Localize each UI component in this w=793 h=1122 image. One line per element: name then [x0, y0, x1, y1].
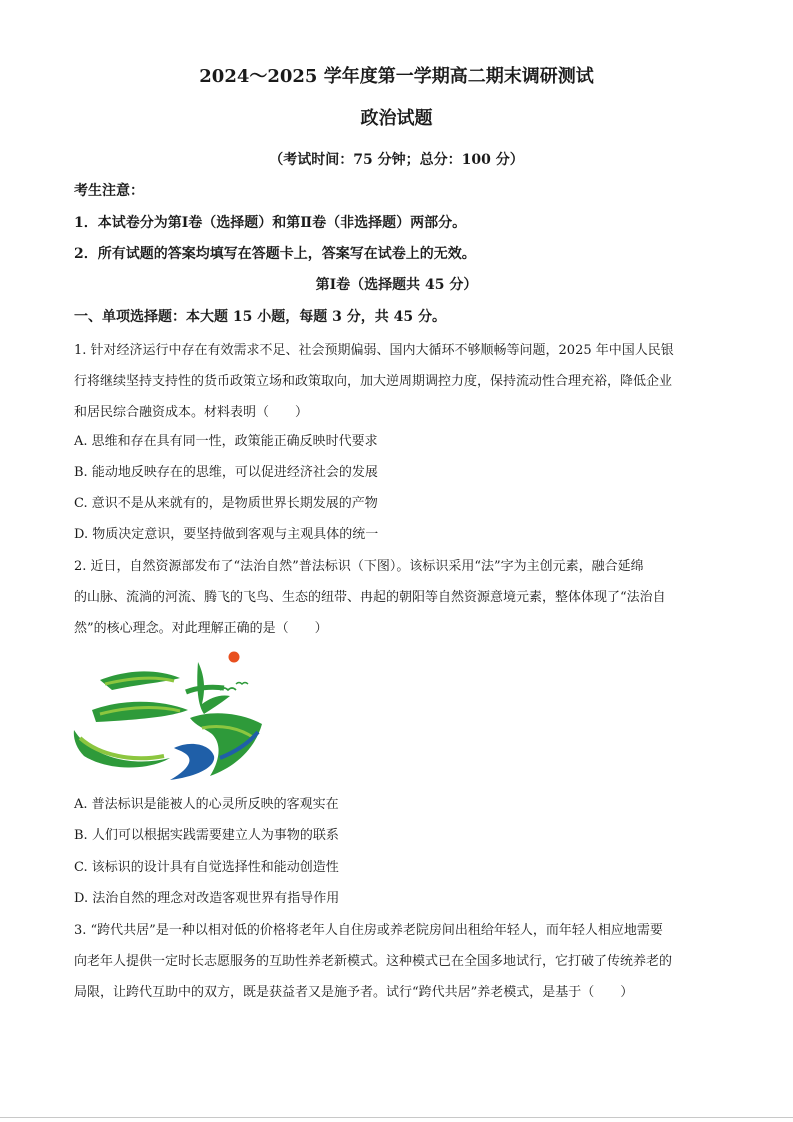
notice-item: 2．所有试题的答案均填写在答题卡上，答案写在试卷上的无效。 [74, 246, 476, 262]
answer-option: D. 物质决定意识，要坚持做到客观与主观具体的统一 [74, 527, 379, 542]
answer-option: B. 能动地反映存在的思维，可以促进经济社会的发展 [74, 465, 378, 480]
sun-icon [229, 652, 240, 663]
notice-heading: 考生注意： [74, 183, 144, 199]
question-text-line: 3. “跨代共居”是一种以相对低的价格将老年人自住房或养老院房间出租给年轻人，而年轻人相应地需要 [74, 923, 663, 938]
page-bottom-divider [0, 1117, 793, 1118]
section-title: 第Ⅰ卷（选择题共 45 分） [315, 277, 478, 293]
question-text-line: 然”的核心理念。对此理解正确的是（ ） [74, 621, 328, 636]
notice-item: 1．本试卷分为第Ⅰ卷（选择题）和第Ⅱ卷（非选择题）两部分。 [74, 215, 467, 231]
bird-icon [236, 683, 248, 685]
page-title: 2024～2025 学年度第一学期高二期末调研测试 [199, 66, 594, 87]
answer-option: A. 普法标识是能被人的心灵所反映的客观实在 [74, 797, 339, 812]
answer-option: A. 思维和存在具有同一性，政策能正确反映时代要求 [74, 434, 378, 449]
question-text-line: 的山脉、流淌的河流、腾飞的飞鸟、生态的纽带、冉起的朝阳等自然资源意境元素，整体体现了“法治自 [74, 590, 666, 605]
question-text-line: 行将继续坚持支持性的货币政策立场和政策取向，加大逆周期调控力度，保持流动性合理充裕，降低企业 [74, 374, 673, 389]
fazhi-ziran-logo-icon [70, 648, 270, 784]
question-text-line: 向老年人提供一定时长志愿服务的互助性养老新模式。这种模式已在全国多地试行，它打破了传统养老的 [74, 954, 673, 969]
question-text-line: 2. 近日，自然资源部发布了“法治自然”普法标识（下图）。该标识采用“法”字为主创元素，融合延绵 [74, 559, 644, 574]
answer-option: D. 法治自然的理念对改造客观世界有指导作用 [74, 891, 340, 906]
page-subtitle: 政治试题 [360, 108, 433, 129]
question-text-line: 1. 针对经济运行中存在有效需求不足、社会预期偏弱、国内大循环不够顺畅等问题，2025 年中国人民银 [74, 343, 674, 358]
answer-option: B. 人们可以根据实践需要建立人为事物的联系 [74, 828, 339, 843]
answer-option: C. 意识不是从来就有的，是物质世界长期发展的产物 [74, 496, 378, 511]
question-text-line: 和居民综合融资成本。材料表明（ ） [74, 405, 309, 420]
exam-time-info: （考试时间：75 分钟；总分：100 分） [269, 152, 524, 168]
answer-option: C. 该标识的设计具有自觉选择性和能动创造性 [74, 860, 339, 875]
section-instruction: 一、单项选择题：本大题 15 小题，每题 3 分，共 45 分。 [74, 309, 446, 325]
question-text-line: 局限，让跨代互助中的双方，既是获益者又是施予者。试行“跨代共居”养老模式，是基于（ ） [74, 985, 634, 1000]
